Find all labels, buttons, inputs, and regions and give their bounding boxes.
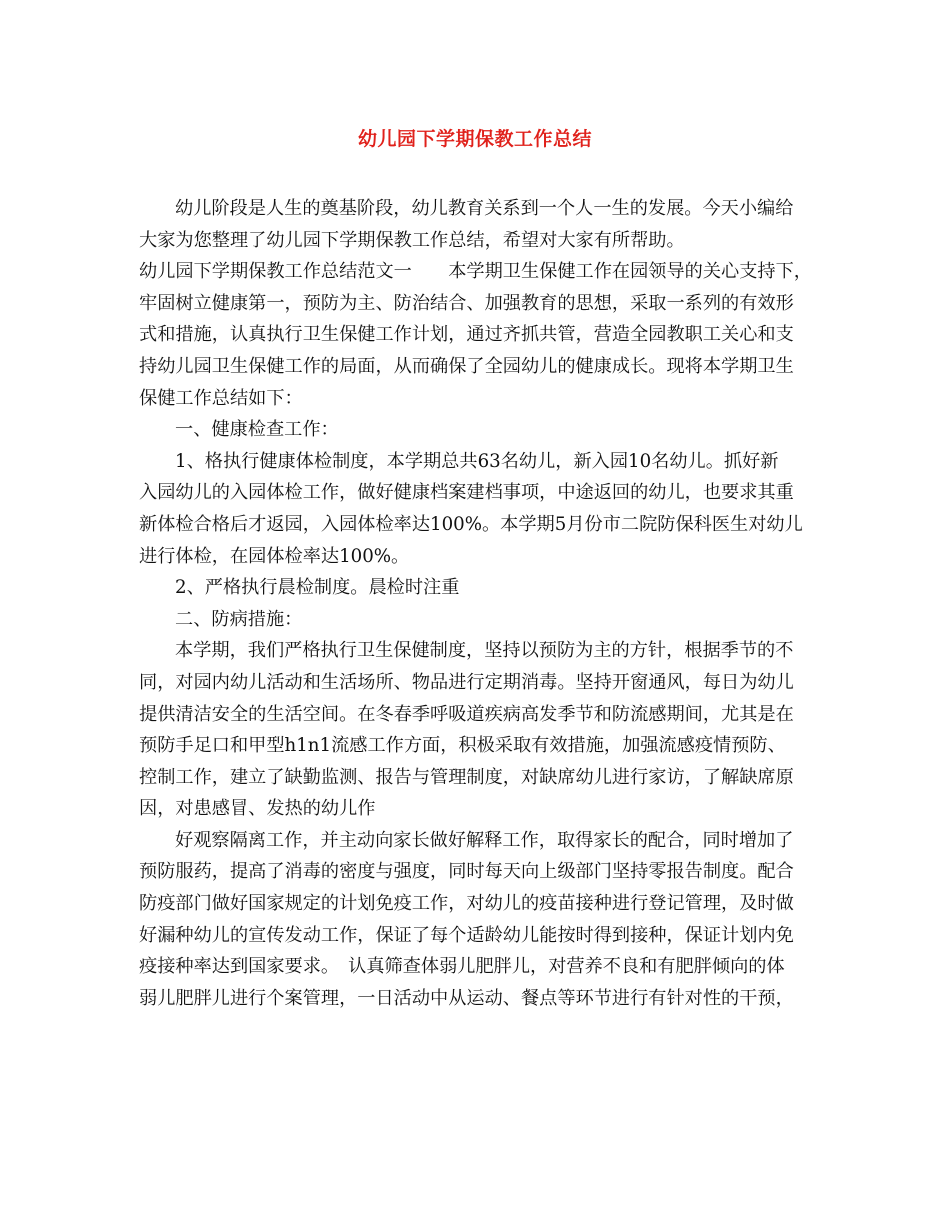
text-line: 幼儿园下学期保教工作总结范文一 本学期卫生保健工作在园领导的关心支持下， (139, 261, 812, 283)
text-line: 好观察隔离工作，并主动向家长做好解释工作，取得家长的配合，同时增加了 (175, 829, 794, 851)
text-line: 幼儿阶段是人生的奠基阶段，幼儿教育关系到一个人一生的发展。今天小编给 (175, 198, 794, 219)
text-line: 进行体检，在园体检率达100%。 (139, 545, 410, 567)
text-line: 牢固树立健康第一，预防为主、防治结合、加强教育的思想，采取一系列的有效形 (139, 292, 794, 314)
text-line: 持幼儿园卫生保健工作的局面，从而确保了全园幼儿的健康成长。现将本学期卫生 (139, 355, 794, 377)
text-line: 防疫部门做好国家规定的计划免疫工作，对幼儿的疫苗接种进行登记管理，及时做 (139, 893, 794, 915)
document-title: 幼儿园下学期保教工作总结 (357, 128, 592, 150)
section-heading: 一、健康检查工作： (175, 419, 339, 441)
text-line: 控制工作，建立了缺勤监测、报告与管理制度，对缺席幼儿进行家访，了解缺席原 (139, 766, 794, 788)
text-line: 新体检合格后才返园，入园体检率达100%。本学期5月份市二院防保科医生对幼儿 (139, 513, 803, 535)
text-line: 同，对园内幼儿活动和生活场所、物品进行定期消毒。坚持开窗通风，每日为幼儿 (139, 671, 794, 693)
text-line: 保健工作总结如下： (139, 387, 303, 409)
text-line: 2、严格执行晨检制度。晨检时注重 (175, 577, 460, 599)
text-line: 1、格执行健康体检制度，本学期总共63名幼儿，新入园10名幼儿。抓好新 (175, 450, 779, 472)
text-line: 好漏种幼儿的宣传发动工作，保证了每个适龄幼儿能按时得到接种，保证计划内免 (139, 924, 794, 946)
text-line: 疫接种率达到国家要求。 认真筛查体弱儿肥胖儿，对营养不良和有肥胖倾向的体 (139, 956, 785, 978)
section-heading: 二、防病措施： (175, 608, 303, 630)
text-line: 式和措施，认真执行卫生保健工作计划，通过齐抓共管，营造全园教职工关心和支 (139, 324, 794, 346)
text-line: 入园幼儿的入园体检工作，做好健康档案建档事项，中途返回的幼儿，也要求其重 (139, 482, 794, 504)
text-line: 本学期，我们严格执行卫生保健制度，坚持以预防为主的方针，根据季节的不 (175, 640, 794, 662)
text-line: 预防手足口和甲型h1n1流感工作方面，积极采取有效措施，加强流感疫情预防、 (139, 735, 786, 757)
document-body (139, 193, 829, 1014)
text-line: 大家为您整理了幼儿园下学期保教工作总结，希望对大家有所帮助。 (139, 229, 685, 251)
text-line: 预防服药，提高了消毒的密度与强度，同时每天向上级部门坚持零报告制度。配合 (139, 861, 794, 883)
text-line: 提供清洁安全的生活空间。在冬春季呼吸道疾病高发季节和防流感期间，尤其是在 (139, 703, 794, 725)
text-line: 弱儿肥胖儿进行个案管理，一日活动中从运动、餐点等环节进行有针对性的干预， (139, 987, 794, 1009)
text-line: 因，对患感冒、发热的幼儿作 (139, 798, 376, 820)
